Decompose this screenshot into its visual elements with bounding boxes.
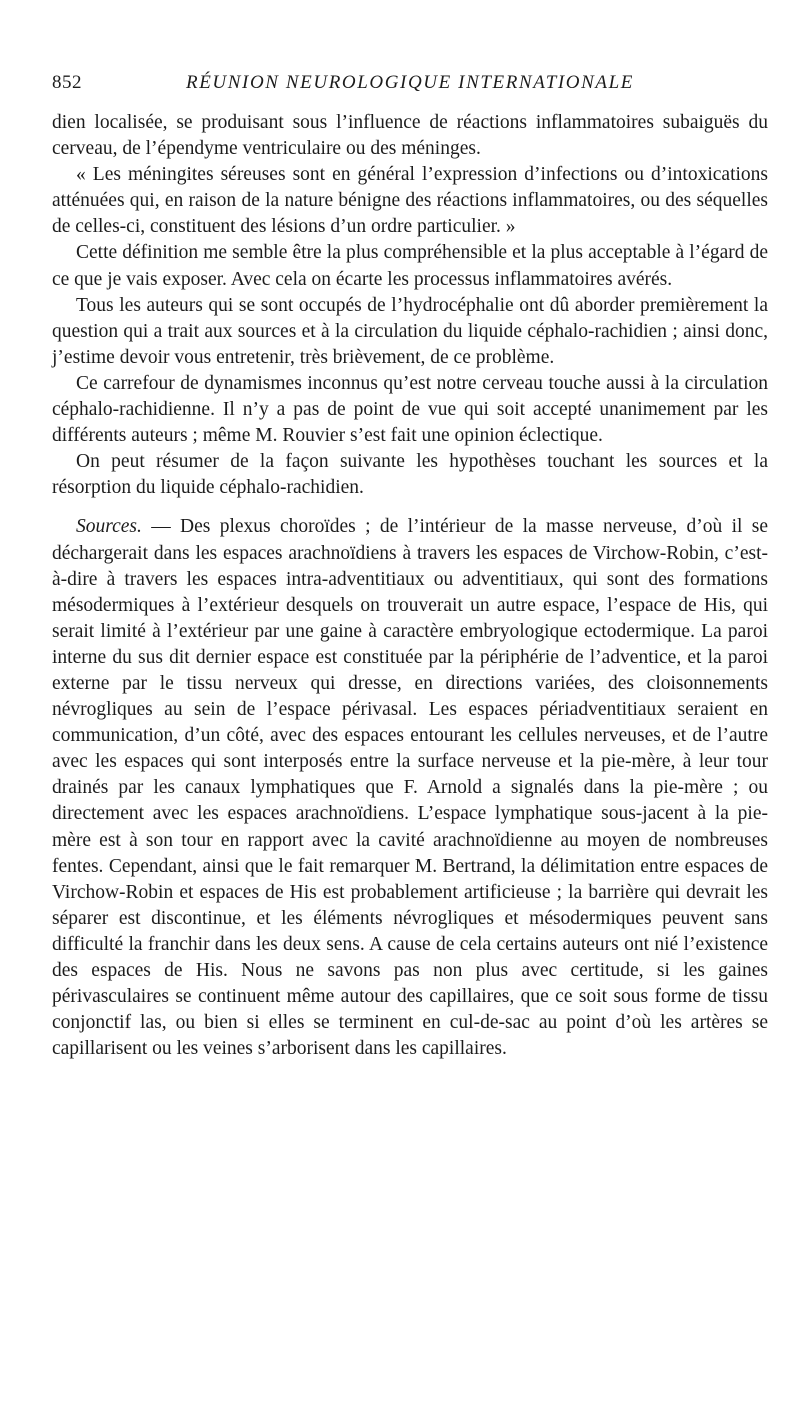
paragraph: Ce carrefour de dynamismes inconnus qu’est notre cerveau touche aussi à la circulation céphalo-rachidienne. Il n’y a pas de point de vue qui soit accepté unanimement par les différents auteurs ; même M. Rouvier s’est fait une opinion éclectique.: [52, 372, 768, 447]
paragraph: Cette définition me semble être la plus compréhensible et la plus acceptable à l’égard de ce que je vais exposer. Avec cela on écarte les processus inflammatoires avérés.: [52, 242, 768, 290]
page-number: 852: [52, 72, 82, 93]
running-head: [52, 60, 768, 104]
paragraph: Tous les auteurs qui se sont occupés de l’hydrocéphalie ont dû aborder premièrement la question qui a trait aux sources et à la circulation du liquide céphalo-rachidien ; ainsi donc, j’estime devoir vous entretenir, très brièvement, de ce problème.: [52, 294, 768, 368]
running-title: RÉUNION NEUROLOGIQUE INTERNATIONALE: [186, 72, 634, 93]
sources-text: — Des plexus choroïdes ; de l’intérieur de la masse nerveuse, d’où il se déchargerait dans les espaces arachnoïdiens à travers les espaces de Virchow-Robin, c’est-à-dire à travers les espaces intra-adventitiaux ou adventitiaux, qui sont des formations mésodermiques à l’extérieur desquels on trouverait un autre espace, l’espace de His, qui serait limité à l’extérieur par une gaine à caractère embryologique ectodermique. La paroi interne du sus dit dernier espace est constituée par la périphérie de l’adventice, et la paroi externe par le tissu nerveux qui dresse, en directions variées, des cloisonnements névrogliques au sein de l’espace périvasal. Les espaces périadventitiaux seraient en communication, d’un côté, avec des espaces entourant les cellules nerveuses, et de l’autre avec les espaces qui sont interposés entre la surface nerveuse et la pie-mère, à leur tour drainés par les canaux lymphatiques que F. Arnold a signalés dans la pie-mère ; ou directement avec les espaces arachnoïdiens. L’espace lymphatique sous-jacent à la pie-mère est à son tour en rapport avec la cavité arachnoïdienne au moyen de nombreuses fentes. Cependant, ainsi que le fait remarquer M. Bertrand, la délimitation entre espaces de Virchow-Robin et espaces de His est probablement artificieuse ; la barrière qui devrait les séparer est discontinue, et les éléments névrogliques et mésodermiques peuvent sans difficulté la franchir dans les deux sens. A cause de cela certains auteurs ont nié l’existence des espaces de His. Nous ne savons pas non plus avec certitude, si les gaines périvasculaires se continuent même autour des capillaires, que ce soit sous forme de tissu conjonctif las, ou bien si elles se terminent en cul-de-sac au point d’où les artères se capillarisent ou les veines s’arborisent dans les capillaires.: [52, 516, 768, 1060]
paragraph-quote: « Les méningites séreuses sont en général l’expression d’infections ou d’intoxications atténuées qui, en raison de la nature bénigne des réactions inflammatoires, ou des séquelles de celles-ci, constituent des lésions d’un ordre particulier. »: [52, 164, 768, 238]
paragraph: On peut résumer de la façon suivante les hypothèses touchant les sources et la résorption du liquide céphalo-rachidien.: [52, 451, 768, 499]
body-text: [52, 110, 768, 1062]
book-page: [52, 60, 768, 1062]
paragraph-continuation: dien localisée, se produisant sous l’influence de réactions inflammatoires subaiguës du cerveau, de l’épendyme ventriculaire ou des méninges.: [52, 112, 768, 160]
paragraph-sources: [52, 514, 768, 1062]
section-label-sources: Sources.: [76, 516, 142, 538]
